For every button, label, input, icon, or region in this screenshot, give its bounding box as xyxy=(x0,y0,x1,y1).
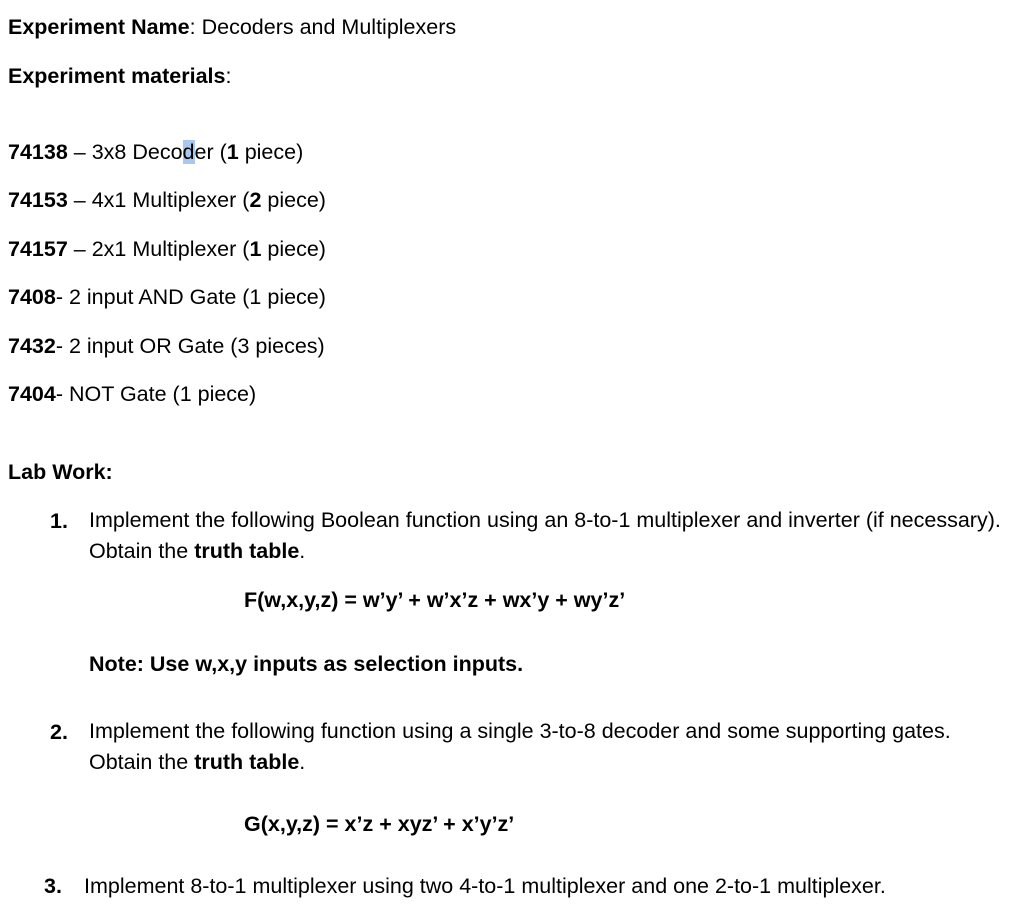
truth-table-emphasis: truth table xyxy=(194,539,300,563)
material-item: 74138 – 3x8 Decoder (1 piece) xyxy=(8,140,304,164)
material-item: 7404- NOT Gate (1 piece) xyxy=(8,382,257,406)
equation: F(w,x,y,z) = w’y’ + w’x’z + wx’y + wy’z’ xyxy=(244,588,626,612)
equation: G(x,y,z) = x’z + xyz’ + x’y’z’ xyxy=(244,812,515,836)
experiment-materials-line xyxy=(8,64,231,89)
experiment-name-line xyxy=(8,15,456,40)
lab-item-text: Implement 8-to-1 multiplexer using two 4-to-1 multiplexer and one 2-to-1 multiplexer. xyxy=(84,874,886,898)
item-number: 2. xyxy=(50,720,68,744)
part-number: 74157 xyxy=(8,237,68,261)
lab-item-text: Implement the following Boolean function using an 8-to-1 multiplexer and inverter (if necessary). Obtain the truth table. xyxy=(89,508,1001,563)
part-number: 7432 xyxy=(8,334,56,358)
experiment-name-value: : Decoders and Multiplexers xyxy=(189,15,457,39)
part-number: 7404 xyxy=(8,382,56,406)
part-number: 7408 xyxy=(8,285,56,309)
experiment-materials-colon: : xyxy=(225,64,232,88)
part-number: 74138 xyxy=(8,140,68,164)
material-item: 7432- 2 input OR Gate (3 pieces) xyxy=(8,334,325,358)
quantity: 1 xyxy=(226,140,239,164)
truth-table-emphasis: truth table xyxy=(194,750,300,774)
experiment-name-label: Experiment Name xyxy=(8,15,190,39)
quantity: 1 xyxy=(249,237,262,261)
lab-work-heading: Lab Work: xyxy=(8,460,113,484)
experiment-materials-label: Experiment materials xyxy=(8,64,226,88)
note: Note: Use w,x,y inputs as selection inputs. xyxy=(89,652,524,676)
lab-item-text: Implement the following function using a single 3-to-8 decoder and some supporting gates. Obtain the truth table. xyxy=(89,719,951,774)
material-item: 74153 – 4x1 Multiplexer (2 piece) xyxy=(8,188,326,212)
item-number: 1. xyxy=(50,509,68,533)
material-item: 74157 – 2x1 Multiplexer (1 piece) xyxy=(8,237,326,261)
item-number: 3. xyxy=(44,874,62,898)
text-selection-highlight: d xyxy=(182,140,195,164)
quantity: 2 xyxy=(249,188,262,212)
part-number: 74153 xyxy=(8,188,68,212)
material-item: 7408- 2 input AND Gate (1 piece) xyxy=(8,285,326,309)
